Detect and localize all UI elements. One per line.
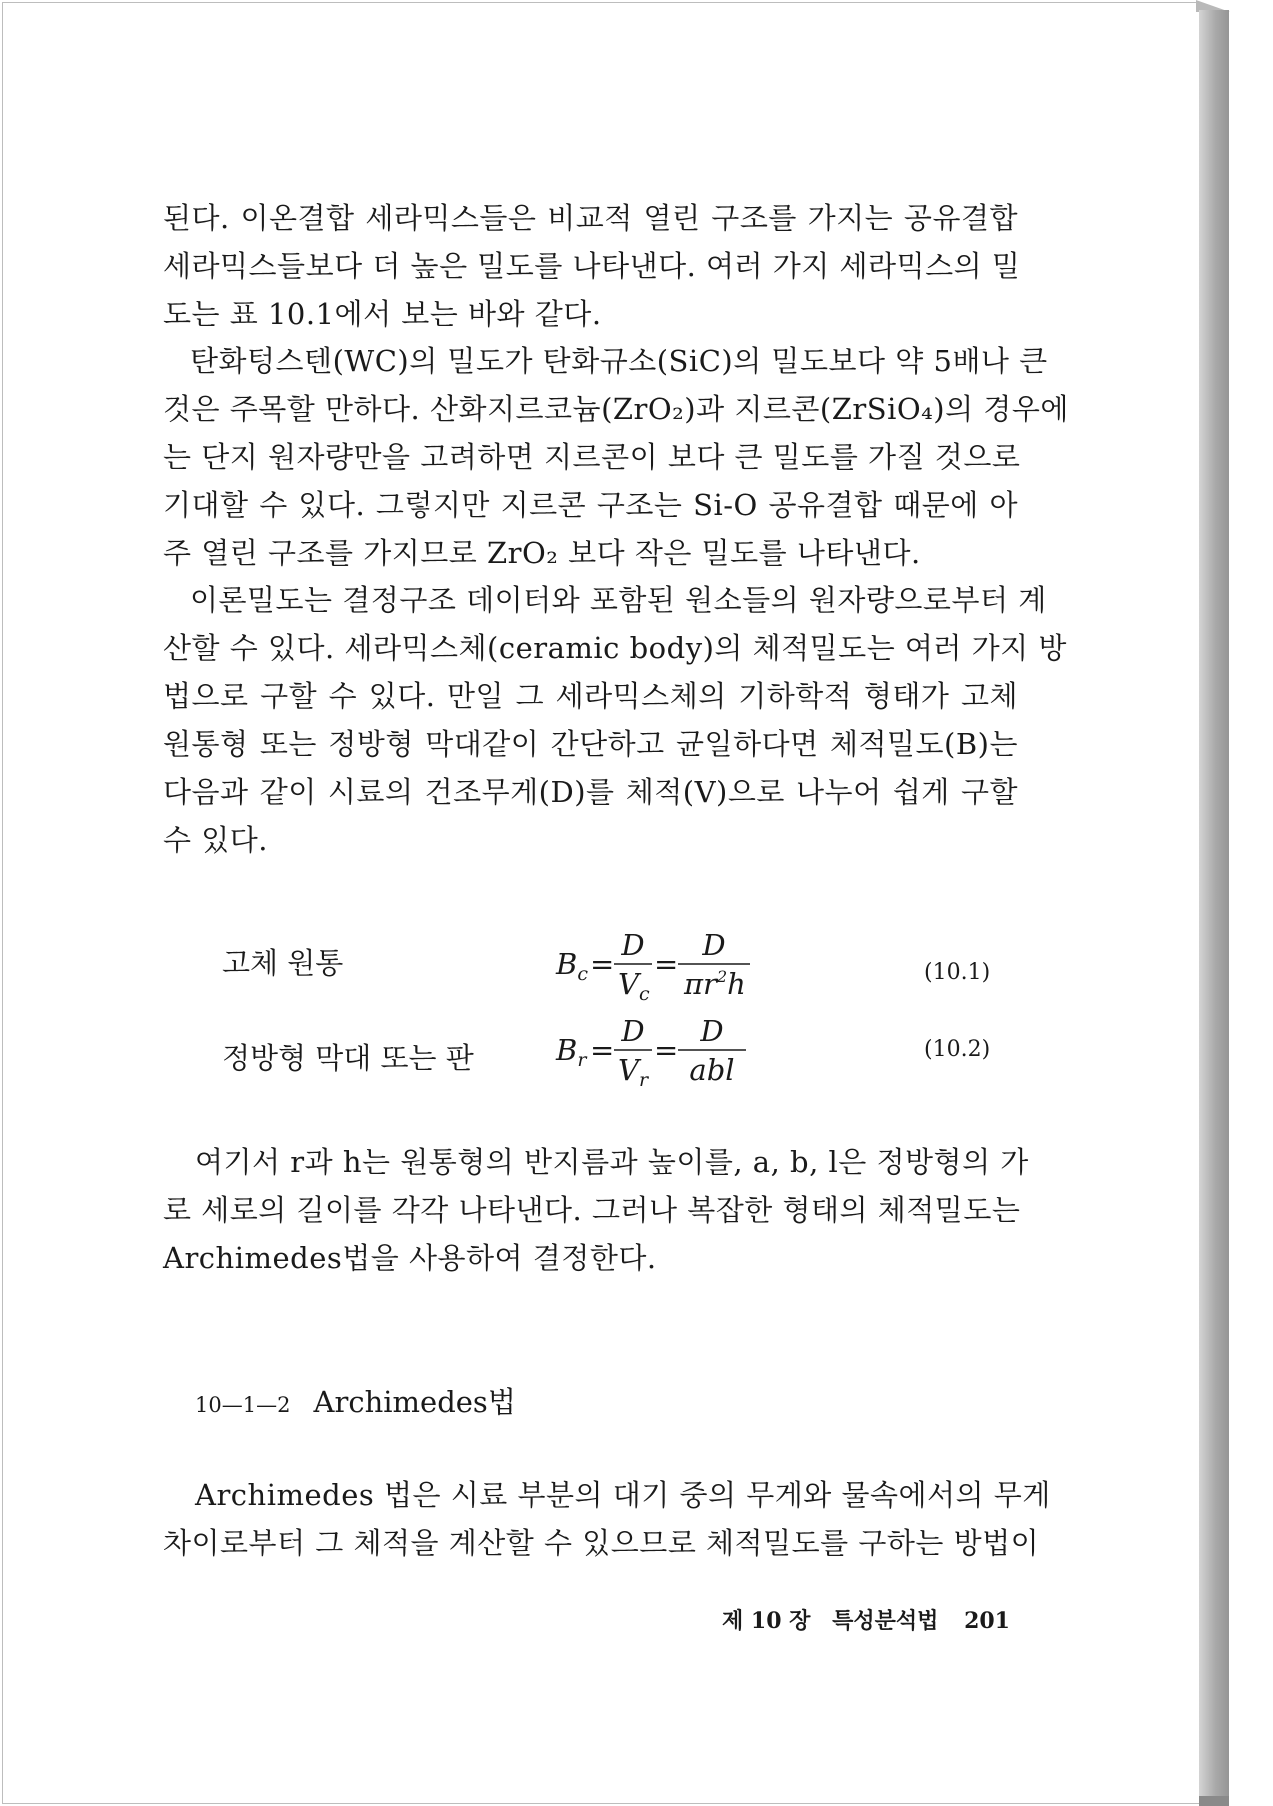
page-footer	[722, 1604, 1010, 1635]
equation-number: (10.1)	[924, 960, 991, 985]
eq-denominator-sup: 2	[716, 967, 728, 986]
section-number: 10—1—2	[195, 1393, 291, 1417]
body-text-line: 원통형 또는 정방형 막대같이 간단하고 균일하다면 체적밀도(B)는	[163, 727, 1018, 761]
body-text-line: Archimedes 법은 시료 부분의 대기 중의 무게와 물속에서의 무게	[195, 1478, 1051, 1512]
equation-formula-svg	[556, 1014, 756, 1090]
body-text-line: 여기서 r과 h는 원통형의 반지름과 높이를, a, b, l은 정방형의 가	[195, 1145, 1029, 1179]
svg-text:Br	[555, 1033, 588, 1071]
body-text-line: 된다. 이온결합 세라믹스들은 비교적 열린 구조를 가지는 공유결합	[163, 201, 1018, 235]
eq-denominator-sub: c	[638, 983, 650, 1005]
eq-numerator: D	[702, 928, 726, 962]
eq-denominator-tail: h	[727, 967, 746, 1001]
svg-text:πr2h	[683, 967, 746, 1001]
footer-chapter: 제 10 장	[722, 1608, 811, 1634]
equation-number: (10.2)	[924, 1037, 991, 1062]
body-text-line: 이론밀도는 결정구조 데이터와 포함된 원소들의 원자량으로부터 계	[190, 583, 1047, 617]
body-text-line: 세라믹스들보다 더 높은 밀도를 나타낸다. 여러 가지 세라믹스의 밀	[163, 249, 1021, 283]
svg-text:Vr	[618, 1053, 650, 1091]
eq-numerator: D	[621, 1014, 645, 1048]
body-text-line: 주 열린 구조를 가지므로 ZrO₂ 보다 작은 밀도를 나타낸다.	[163, 536, 921, 570]
body-text-line: 수 있다.	[163, 823, 268, 857]
svg-text:Vc	[618, 967, 650, 1005]
body-text-line: 산할 수 있다. 세라믹스체(ceramic body)의 체적밀도는 여러 가지 방	[163, 631, 1067, 665]
eq-denominator: V	[618, 1053, 639, 1087]
eq-equals: =	[654, 947, 679, 981]
body-text-line: 도는 표 10.1에서 보는 바와 같다.	[163, 297, 602, 331]
body-text-line: 는 단지 원자량만을 고려하면 지르콘이 보다 큰 밀도를 가질 것으로	[163, 440, 1021, 474]
section-heading	[195, 1380, 516, 1421]
body-text-line: 기대할 수 있다. 그렇지만 지르콘 구조는 Si-O 공유결합 때문에 아	[163, 488, 1018, 522]
eq-denominator: abl	[689, 1053, 735, 1087]
book-spine	[1199, 10, 1229, 1806]
eq-denominator: πr	[684, 967, 717, 1001]
body-text-line: 법으로 구할 수 있다. 만일 그 세라믹스체의 기하학적 형태가 고체	[163, 679, 1018, 713]
equation-label: 정방형 막대 또는 판	[222, 1041, 474, 1075]
svg-text:Bc	[555, 947, 588, 985]
page-number: 201	[964, 1608, 1010, 1634]
eq-lhs: B	[556, 947, 578, 981]
eq-equals: =	[590, 947, 615, 981]
book-spine-bottom	[1199, 1796, 1229, 1806]
body-text-line: 로 세로의 길이를 각각 나타낸다. 그러나 복잡한 형태의 체적밀도는	[163, 1193, 1021, 1227]
eq-lhs-sub: r	[577, 1049, 587, 1071]
eq-lhs-sub: c	[577, 963, 588, 985]
body-text-line: 다음과 같이 시료의 건조무게(D)를 체적(V)으로 나누어 쉽게 구할	[163, 775, 1018, 809]
footer-chapter-title: 특성분석법	[832, 1608, 939, 1634]
equation-formula-svg	[556, 928, 786, 1004]
eq-equals: =	[654, 1033, 679, 1067]
eq-numerator: D	[700, 1014, 724, 1048]
equation-label: 고체 원통	[222, 946, 344, 980]
body-text-line: 것은 주목할 만하다. 산화지르코늄(ZrO₂)과 지르콘(ZrSiO₄)의 경우에	[163, 392, 1069, 426]
eq-denominator-sub: r	[638, 1069, 649, 1091]
eq-numerator: D	[621, 928, 645, 962]
body-text-line: Archimedes법을 사용하여 결정한다.	[163, 1241, 657, 1275]
body-text-line: 탄화텅스텐(WC)의 밀도가 탄화규소(SiC)의 밀도보다 약 5배나 큰	[190, 344, 1048, 378]
equation-formula	[556, 1014, 756, 1094]
eq-lhs: B	[556, 1033, 578, 1067]
eq-denominator: V	[618, 967, 639, 1001]
section-title: Archimedes법	[313, 1385, 516, 1419]
body-text-line: 차이로부터 그 체적을 계산할 수 있으므로 체적밀도를 구하는 방법이	[163, 1526, 1040, 1560]
eq-equals: =	[590, 1033, 615, 1067]
equation-formula	[556, 928, 786, 1008]
